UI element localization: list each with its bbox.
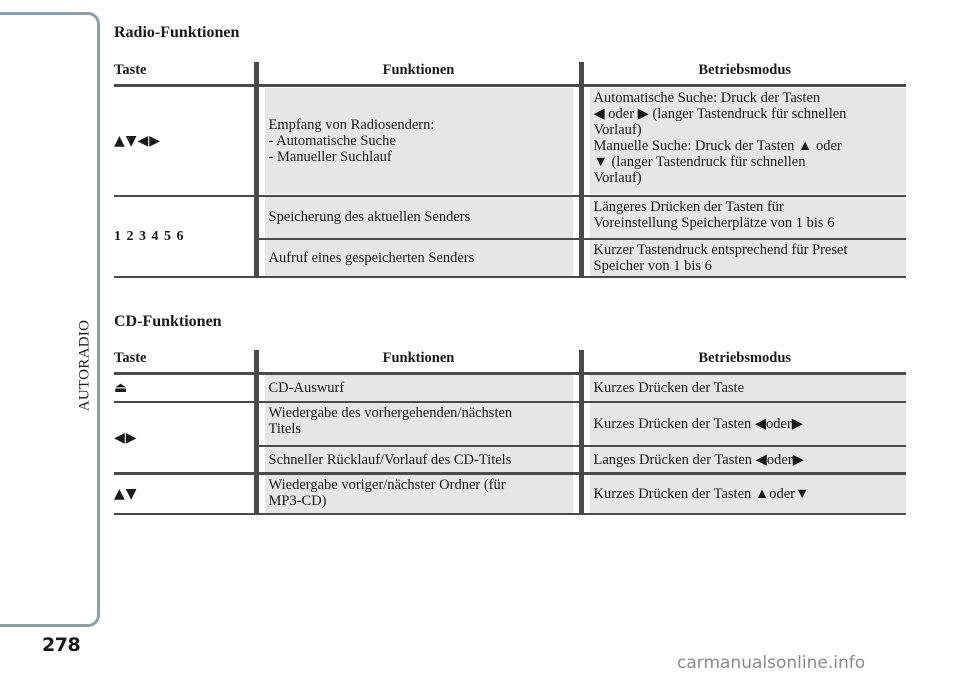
mode-text: Voreinstellung Speicherplätze von 1 bis 6 — [593, 214, 835, 231]
watermark: carmanualsonline.info — [677, 653, 866, 673]
function-text: CD-Auswurf — [265, 375, 573, 401]
table-row — [114, 374, 906, 403]
mode-text: ▼ (langer Tastendruck für schnellen — [593, 153, 806, 170]
mode-text: Speicher von 1 bis 6 — [593, 257, 712, 274]
function-text: Wiedergabe des vorhergehenden/nächsten — [268, 405, 513, 421]
table-row — [114, 86, 906, 196]
function-text: Empfang von Radiosendern: — [268, 116, 435, 133]
prev-next-keys-icon: ◀▶ — [114, 429, 138, 446]
chapter-label-text: AUTORADIO — [76, 319, 93, 411]
function-text: Speicherung des aktuellen Senders — [265, 197, 573, 238]
mode-text: Vorlauf) — [593, 121, 642, 138]
mode-text: Längeres Drücken der Tasten für — [593, 198, 784, 215]
table-row — [114, 402, 906, 446]
table-row — [114, 196, 906, 239]
header-betriebsmodus: Betriebsmodus — [581, 62, 906, 86]
mode-text: ◀ oder ▶ (langer Tastendruck für schnellen — [593, 105, 847, 122]
mode-text: Kurzes Drücken der Taste — [590, 375, 907, 401]
function-text: MP3-CD) — [268, 493, 327, 509]
up-down-keys-icon: ▲▼ — [114, 486, 138, 502]
function-text: - Automatische Suche — [268, 132, 396, 149]
arrow-keys-icon: ▲▼◀▶ — [114, 132, 162, 149]
header-taste: Taste — [114, 62, 256, 86]
header-taste: Taste — [114, 350, 256, 374]
mode-text: Manuelle Suche: Druck der Tasten ▲ oder — [593, 137, 842, 154]
mode-text: Kurzes Drücken der Tasten ▲oder▼ — [590, 475, 907, 513]
function-text: Titels — [268, 421, 302, 437]
mode-text: Langes Drücken der Tasten ◀oder▶ — [590, 447, 907, 472]
function-text: Wiedergabe voriger/nächster Ordner (für — [268, 477, 506, 493]
eject-icon: ⏏ — [114, 380, 129, 396]
radio-section-title: Radio-Funktionen — [114, 24, 240, 41]
cd-section-title: CD-Funktionen — [114, 313, 222, 330]
mode-text: Automatische Suche: Druck der Tasten — [593, 89, 821, 106]
function-text: - Manueller Suchlauf — [268, 148, 392, 165]
mode-text: Vorlauf) — [593, 169, 642, 186]
header-funktionen: Funktionen — [256, 62, 581, 86]
function-text: Aufruf eines gespeicherten Senders — [265, 240, 573, 276]
mode-text: Kurzes Drücken der Tasten ◀oder▶ — [590, 403, 907, 445]
cd-functions-table — [114, 350, 906, 515]
radio-functions-table — [114, 62, 906, 278]
page-number: 278 — [42, 634, 81, 656]
mode-text: Kurzer Tastendruck entsprechend für Preset — [593, 241, 848, 258]
preset-keys-label: 1 2 3 4 5 6 — [114, 228, 185, 244]
header-betriebsmodus: Betriebsmodus — [581, 350, 906, 374]
function-text: Schneller Rücklauf/Vorlauf des CD-Titels — [265, 447, 573, 472]
table-row — [114, 474, 906, 515]
chapter-label — [70, 290, 100, 440]
header-funktionen: Funktionen — [256, 350, 581, 374]
